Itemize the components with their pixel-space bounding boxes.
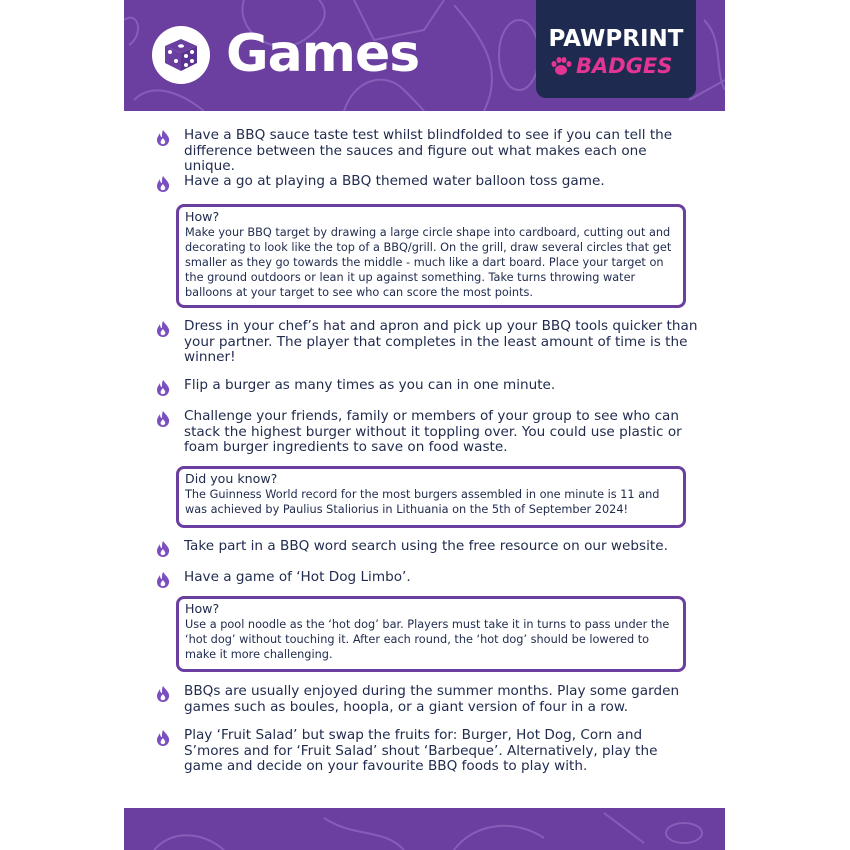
info-box-body: Make your BBQ target by drawing a large circle shape into cardboard, cutting out and decorating to look like the top of a BBQ/grill. On the grill, draw several circles that get smaller as they go towards the middle - much like a dart board. Place your target on the ground outdoors or lean it up against something. Take turns throwing water balloons at your target to see who can score the most points.: [185, 225, 672, 300]
dice-icon-badge: [152, 26, 210, 84]
flame-icon: [154, 410, 172, 428]
list-item-text: Dress in your chef’s hat and apron and pick up your BBQ tools quicker than your partner. The player that completes in the least amount of time is the winner!: [184, 318, 698, 365]
flame-icon: [154, 540, 172, 558]
flame-icon: [154, 729, 172, 747]
info-box-body: Use a pool noodle as the ‘hot dog’ bar. Players must take it in turns to pass under the ‘hot dog’ without touching it. After each round, the ‘hot dog’ should be lowered to make it more challenging.: [185, 617, 670, 661]
list-item-text: Challenge your friends, family or members of your group to see who can stack the highest burger without it toppling over. You could use plastic or foam burger ingredients to save on food waste.: [184, 408, 682, 455]
list-item-text: Have a BBQ sauce taste test whilst blindfolded to see if you can tell the difference between the sauces and figure out what makes each one unique.: [184, 127, 673, 174]
list-item-text: Flip a burger as many times as you can in one minute.: [184, 377, 556, 393]
list-item-text: Have a go at playing a BBQ themed water balloon toss game.: [184, 173, 605, 189]
list-item-text: Play ‘Fruit Salad’ but swap the fruits for: Burger, Hot Dog, Corn and S’mores and for ‘Fruit Salad’ shout ‘Barbeque’. Alternatively, play the game and decide on your favourite BBQ foods to play with.: [184, 727, 658, 774]
info-box-body: The Guinness World record for the most burgers assembled in one minute is 11 and was achieved by Paulius Staliorius in Lithuania on the 5th of September 2024!: [185, 487, 660, 516]
info-box-did-you-know: [176, 466, 686, 528]
list-item-text: Have a game of ‘Hot Dog Limbo’.: [184, 569, 411, 585]
info-box-title: How?: [185, 209, 220, 224]
info-box-how-limbo: [176, 596, 686, 672]
page-title: Games: [226, 24, 420, 84]
footer-banner: [124, 808, 725, 850]
flame-icon: [154, 685, 172, 703]
paw-icon: [550, 55, 572, 77]
flame-icon: [154, 379, 172, 397]
flame-icon: [154, 129, 172, 147]
flame-icon: [154, 571, 172, 589]
list-item-text: Take part in a BBQ word search using the free resource on our website.: [184, 538, 668, 554]
header-banner: [124, 0, 725, 111]
background-doodles: [124, 808, 725, 850]
info-box-how: [176, 204, 686, 308]
brand-name: PAWPRINT: [548, 26, 684, 52]
info-box-title: Did you know?: [185, 471, 278, 486]
info-box-title: How?: [185, 601, 220, 616]
list-item-text: BBQs are usually enjoyed during the summer months. Play some garden games such as boules, hoopla, or a giant version of four in a row.: [184, 683, 680, 715]
flame-icon: [154, 175, 172, 193]
dice-icon: [162, 36, 200, 74]
page: [124, 0, 725, 850]
flame-icon: [154, 320, 172, 338]
brand-logo: [536, 0, 696, 98]
brand-tagline: BADGES: [576, 54, 673, 78]
